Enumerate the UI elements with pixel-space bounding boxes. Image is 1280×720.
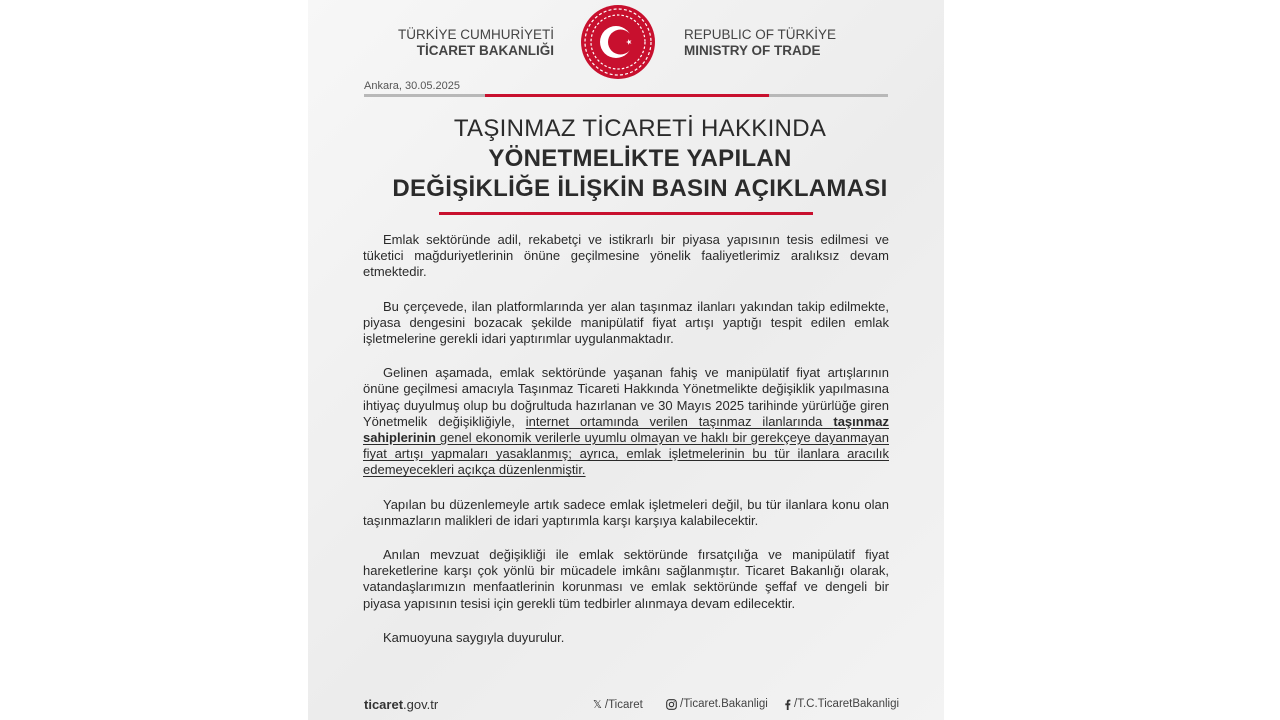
top-divider-accent — [485, 94, 769, 97]
website-rest: .gov.tr — [403, 697, 439, 712]
paragraph-6: Kamuoyuna saygıyla duyurulur. — [383, 629, 565, 645]
paragraph-1: Emlak sektöründe adil, rekabetçi ve istikrarlı bir piyasa yapısının tesis edilmesi ve tüketici mağduriyetlerinin önüne geçilmesine yönelik faaliyetlerimiz aralıksız devam etmektedir. — [363, 232, 889, 280]
instagram-social-link[interactable] — [666, 698, 768, 710]
header-left-line1: TÜRKİYE CUMHURİYETİ — [397, 27, 554, 42]
top-divider — [364, 94, 888, 97]
facebook-handle: /T.C.TicaretBakanligi — [794, 698, 900, 710]
instagram-handle: /Ticaret.Bakanligi — [680, 698, 768, 710]
paragraph-3-underlined-a: internet ortamında verilen taşınmaz ilanlarında — [525, 413, 834, 429]
press-release-body — [363, 232, 889, 646]
paragraph-3-text: Gelinen aşamada, emlak sektöründe yaşanan fahiş ve manipülatif fiyat artışlarının önüne geçilmesi amacıyla Taşınmaz Ticareti Hakkında Yönetmelikte değişiklik yapılmasına ihtiyaç duyulmuş olup bu doğrultuda hazırlanan ve 30 Mayıs 2025 tarihinde yürürlüğe giren Yönetmelik değişikliğiyle, — [363, 365, 889, 429]
title-line3: DEĞİŞİKLİĞE İLİŞKİN BASIN AÇIKLAMASI — [392, 175, 888, 202]
date-text: Ankara, 30.05.2025 — [364, 80, 461, 92]
paragraph-2: Bu çerçevede, ilan platformlarında yer alan taşınmaz ilanları yakından takip edilmekte, piyasa dengesini bozacak şekilde manipülatif fiyat artışı yaptığı tespit edilen emlak işletmelerine gerekli idari yaptırımlar uygulanmaktadır. — [363, 298, 889, 347]
x-social-link[interactable] — [593, 698, 643, 711]
x-logo-icon: 𝕏 — [593, 699, 602, 711]
footer — [364, 697, 900, 715]
paragraph-5: Anılan mevzuat değişikliği ile emlak sektöründe fırsatçılığa ve manipülatif fiyat hareketlerine karşı çok yönlü bir mücadele imkânı sağlanmıştır. Ticaret Bakanlığı olarak, vatandaşlarımızın menfaatlerinin korunması ve emlak sektöründe şeffaf ve dengeli bir piyasa yapısının tesisi için gerekli tüm tedbirler alınmaya devam edilecektir. — [363, 547, 889, 611]
website-link[interactable] — [364, 697, 438, 712]
header-right-line2: MINISTRY OF TRADE — [684, 43, 821, 58]
paragraph-4: Yapılan bu düzenlemeyle artık sadece emlak işletmeleri değil, bu tür ilanlara konu olan taşınmazların malikleri de idari yaptırımla karşı karşıya kalabilecektir. — [363, 496, 889, 528]
facebook-social-link[interactable] — [784, 698, 899, 710]
header-right-line1: REPUBLIC OF TÜRKİYE — [684, 27, 837, 42]
title-divider — [439, 212, 813, 215]
crescent-star-emblem-icon — [580, 4, 656, 80]
page-title — [330, 114, 950, 204]
paragraph-3-bold: taşınmaz sahiplerinin — [363, 413, 889, 446]
header-right-text — [684, 27, 836, 59]
header-left-text — [398, 27, 554, 59]
x-handle: /Ticaret — [604, 698, 643, 711]
facebook-icon — [784, 699, 791, 710]
paragraph-3-underlined-b: genel ekonomik verilerle uyumlu olmayan ve haklı bir gerekçeye dayanmayan fiyat artışı yapmaları yasaklanmış; ayrıca, emlak işletmelerinin bu tür ilanlara aracılık edemeyecekleri açıkça düzenlenmiştir. — [363, 430, 889, 478]
title-line1: TAŞINMAZ TİCARETİ HAKKINDA — [453, 115, 827, 142]
paragraph-3 — [363, 365, 889, 478]
title-line2: YÖNETMELİKTE YAPILAN — [488, 145, 792, 172]
website-bold: ticaret — [364, 697, 404, 712]
instagram-icon — [666, 699, 677, 710]
header-left-line2: TİCARET BAKANLIĞI — [416, 43, 554, 58]
